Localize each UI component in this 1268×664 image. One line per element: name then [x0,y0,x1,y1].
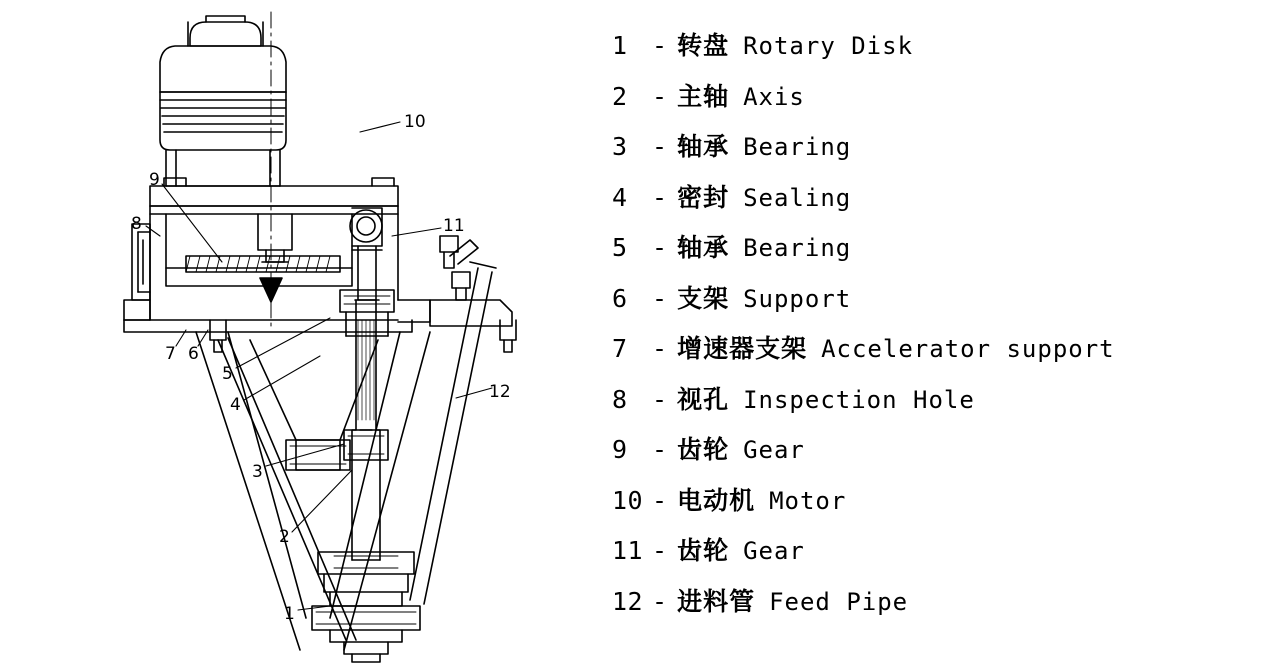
feed-pipe [410,262,496,604]
legend-label-cn: 增速器支架 [677,334,808,363]
legend-item-11 [612,531,1262,582]
legend-dash: - [652,536,668,565]
legend-index: 12 [612,586,644,616]
legend-index: 2 [612,81,628,111]
callout-8: 8 [131,214,142,234]
legend-dash: - [652,132,668,161]
legend-item-4 [612,178,1262,229]
callout-numbers [131,112,511,624]
bolt-stack [440,236,478,300]
callout-2: 2 [279,527,290,547]
housing-shoulders [124,300,516,352]
legend-item-7 [612,329,1262,380]
legend-list [612,26,1262,646]
legend-index: 10 [612,485,644,515]
legend-label-en: Axis [743,82,805,111]
callout-1: 1 [284,604,295,624]
legend-item-5 [612,228,1262,279]
legend-dash: - [652,182,668,212]
callout-11: 11 [443,216,465,236]
legend-label-cn: 电动机 [677,485,756,515]
legend-item-9 [612,430,1262,481]
legend-index: 9 [612,435,628,464]
legend-item-10 [612,481,1262,532]
legend-label-en: Bearing [743,234,852,262]
callout-5: 5 [222,364,233,384]
legend-label-cn: 进料管 [677,586,756,616]
legend-item-6 [612,279,1262,330]
legend-label-en: Inspection Hole [743,385,975,414]
motor-body [160,16,286,186]
legend-label-cn: 密封 [677,182,730,212]
legend-label-en: Motor [769,486,847,515]
legend-label-cn: 齿轮 [677,536,730,565]
callout-9: 9 [149,170,160,190]
legend-dash: - [652,283,668,313]
legend-item-8 [612,380,1262,431]
legend-label-en: Sealing [743,183,852,212]
callout-6: 6 [188,344,199,364]
legend-label-cn: 轴承 [677,233,730,262]
legend-dash: - [652,384,668,414]
legend-dash: - [652,81,668,111]
legend-label-en: Accelerator support [821,335,1115,363]
legend-dash: - [652,31,668,60]
legend-label-en: Feed Pipe [769,587,909,616]
legend-dash: - [652,334,668,363]
main-axis [344,300,388,560]
legend-index: 6 [612,283,628,313]
legend-dash: - [652,485,668,515]
callout-10: 10 [404,112,426,132]
legend-index: 5 [612,233,628,262]
legend-item-3 [612,127,1262,178]
legend-index: 8 [612,384,628,414]
gear-11-column [340,208,394,336]
legend-label-en: Gear [743,436,805,464]
callout-7: 7 [165,344,176,364]
technical-drawing [0,0,600,664]
legend-label-en: Rotary Disk [743,32,914,60]
legend-label-cn: 转盘 [677,31,730,60]
legend-label-en: Support [743,284,852,313]
legend-dash: - [652,586,668,616]
legend-dash: - [652,435,668,464]
legend-dash: - [652,233,668,262]
legend-label-en: Bearing [743,133,852,161]
legend-item-2 [612,77,1262,128]
legend-index: 1 [612,31,628,60]
legend-label-cn: 支架 [677,283,730,313]
legend-index: 3 [612,132,628,161]
legend-item-12 [612,582,1262,633]
legend-label-cn: 主轴 [677,81,730,111]
legend-label-cn: 视孔 [677,384,730,414]
leader-lines [146,122,492,610]
legend-label-cn: 齿轮 [677,435,730,464]
legend-index: 7 [612,334,628,363]
drawing-svg [0,0,600,664]
callout-3: 3 [252,462,263,482]
legend-index: 4 [612,182,628,212]
legend-index: 11 [612,536,644,565]
legend-label-en: Gear [743,537,805,565]
callout-12: 12 [489,382,511,402]
legend-label-cn: 轴承 [677,132,730,161]
legend-item-1 [612,26,1262,77]
callout-4: 4 [230,395,241,415]
